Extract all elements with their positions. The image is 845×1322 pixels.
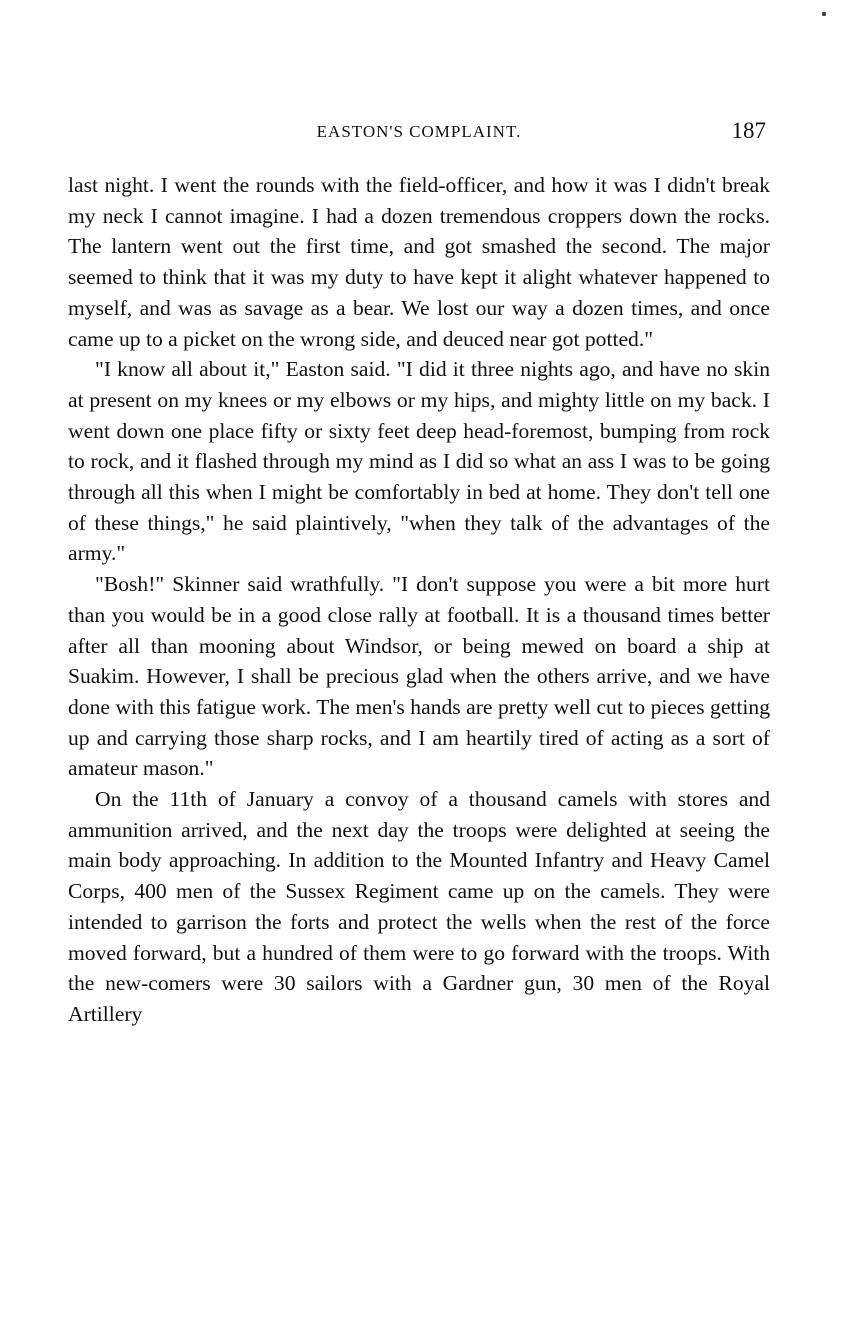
paragraph-easton-reply: "I know all about it," Easton said. "I did it three nights ago, and have no skin at present on my knees or my elbows or my hips, and mighty little on my back. I went down one place fifty or sixty feet deep head-foremost, bumping from rock to rock, and it flashed through my mind as I did so what an ass I was to be going through all this when I might be comfortably in bed at home. They don't tell one of these things," he said plaintively, "when they talk of the advantages of the army.": [68, 357, 770, 566]
page-number: 187: [731, 118, 766, 143]
running-header: [68, 118, 770, 148]
body-text: [68, 170, 770, 1030]
paragraph-convoy-arrival: On the 11th of January a convoy of a thousand camels with stores and ammunition arrived, and the next day the troops were delighted at seeing the main body approaching. In addition to the Mounted Infantry and Heavy Camel Corps, 400 men of the Sussex Regiment came up on the camels. They were intended to garrison the forts and protect the wells when the rest of the force moved forward, but a hundred of them were to go forward with the troops. With the new-comers were 30 sailors with a Gardner gun, 30 men of the Royal Artillery: [68, 787, 770, 1026]
margin-mark: [822, 12, 826, 16]
running-title: EASTON'S COMPLAINT.: [316, 122, 522, 141]
paragraph-skinner-reply: "Bosh!" Skinner said wrathfully. "I don't suppose you were a bit more hurt than you would be in a good close rally at football. It is a thousand times better after all than mooning about Windsor, or being mewed on board a ship at Suakim. However, I shall be precious glad when the others arrive, and we have done with this fatigue work. The men's hands are pretty well cut to pieces getting up and carrying those sharp rocks, and I am heartily tired of acting as a sort of amateur mason.": [68, 572, 770, 781]
paragraph-continuation: last night. I went the rounds with the field-officer, and how it was I didn't break my neck I cannot imagine. I had a dozen tremendous croppers down the rocks. The lantern went out the first time, and got smashed the second. The major seemed to think that it was my duty to have kept it alight whatever happened to myself, and was as savage as a bear. We lost our way a dozen times, and once came up to a picket on the wrong side, and deuced near got potted.": [68, 173, 770, 351]
